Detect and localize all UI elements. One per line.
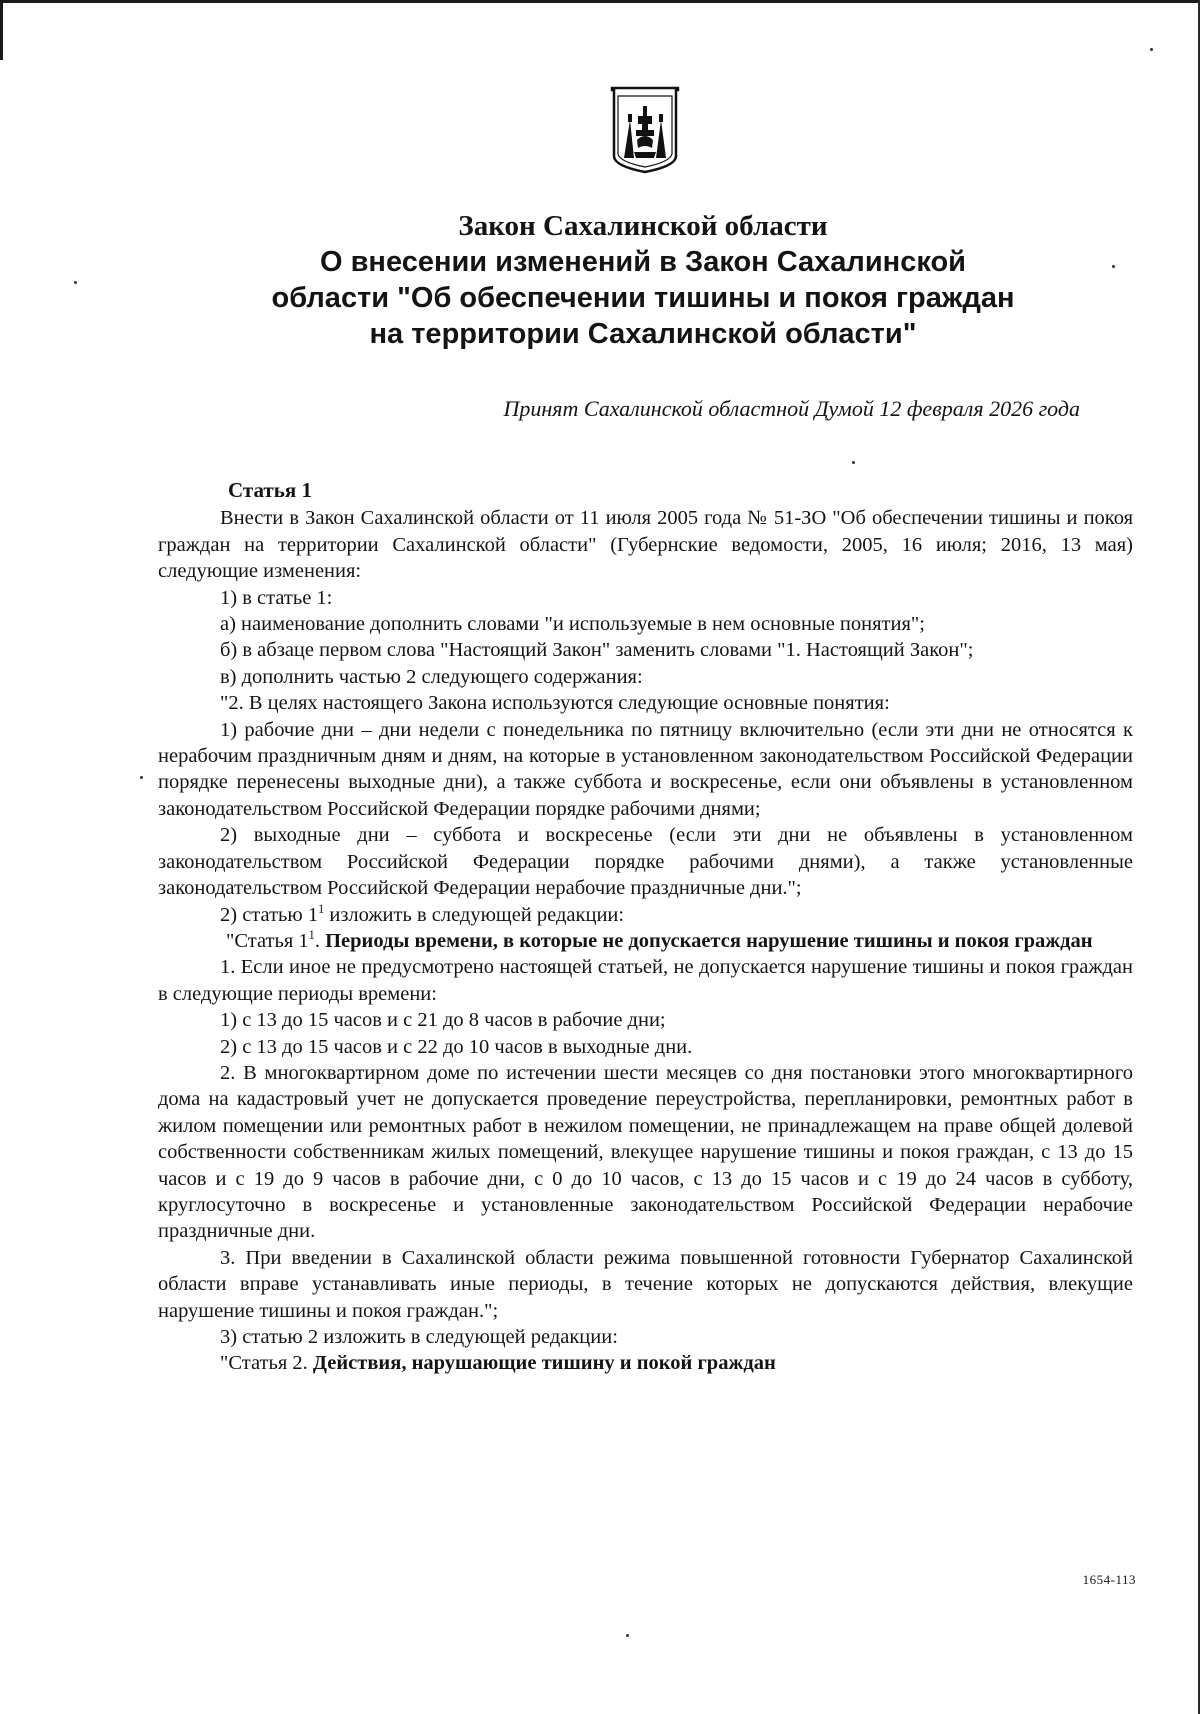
- title-line-3: области "Об обеспечении тишины и покоя граждан: [271, 282, 1015, 314]
- scan-edge-top: [0, 0, 1200, 3]
- article-1-1-title: Периоды времени, в которые не допускается нарушение тишины и покоя граждан: [325, 929, 1093, 952]
- paragraph-workdays: 1) рабочие дни – дни недели с понедельника по пятницу включительно (если эти дни не относятся к нерабочим праздничным дням и дням, на которые в установленном законодательством Российской Федерации порядке перенесены выходные дни), а также суббота и воскресенье, если они объявлены в установленном законодательством Российской Федерации порядке рабочими днями;: [158, 718, 1133, 820]
- scan-edge-left: [0, 0, 3, 60]
- item-2-text-end: изложить в следующей редакции:: [324, 903, 625, 926]
- article-2-title: Действия, нарушающие тишину и покой граждан: [312, 1352, 776, 1375]
- scan-speck: [74, 281, 77, 284]
- title-line-2: О внесении изменений в Закон Сахалинской: [319, 246, 966, 278]
- scan-speck: [626, 1634, 629, 1637]
- scan-speck: [852, 461, 855, 464]
- title-line-1: Закон Сахалинской области: [458, 210, 828, 242]
- article-2-heading: [158, 1350, 1133, 1376]
- paragraph-period-weekends: 2) с 13 до 15 часов и с 22 до 10 часов в выходные дни.: [220, 1035, 693, 1058]
- scan-speck: [140, 776, 143, 779]
- superscript: 1: [318, 901, 325, 916]
- article-2-label: "Статья 2.: [220, 1352, 313, 1375]
- paragraph-period-workdays: 1) с 13 до 15 часов и с 21 до 8 часов в рабочие дни;: [220, 1009, 666, 1032]
- item-2-text: 2) статью 1: [220, 903, 319, 926]
- document-title: [160, 208, 1126, 352]
- superscript: 1: [308, 928, 315, 943]
- sakhalin-coat-of-arms-icon: [604, 86, 686, 174]
- paragraph-item-2: [158, 902, 1133, 928]
- title-line-4: на территории Сахалинской области": [369, 318, 917, 350]
- paragraph-item-1b: б) в абзаце первом слова "Настоящий Закон" заменить словами "1. Настоящий Закон";: [220, 639, 974, 662]
- article-1-1-heading: [158, 928, 1133, 954]
- article-1-body: [158, 477, 1133, 1377]
- paragraph-intro: Внести в Закон Сахалинской области от 11 июля 2005 года № 51-ЗО "Об обеспечении тишины и покоя граждан на территории Сахалинской области" (Губернские ведомости, 2005, 16 июля; 2016, 13 мая) следующие изменения:: [158, 507, 1133, 583]
- paragraph-item-1a: а) наименование дополнить словами "и используемые в нем основные понятия";: [220, 613, 925, 636]
- scan-speck: [1150, 48, 1153, 51]
- paragraph-item-1: 1) в статье 1:: [220, 586, 333, 609]
- article-1-heading: Статья 1: [228, 478, 312, 502]
- paragraph-high-alert: 3. При введении в Сахалинской области режима повышенной готовности Губернатор Сахалинской области вправе устанавливать иные периоды, в течение которых не допускаются действия, влекущие нарушение тишины и покоя граждан.";: [158, 1246, 1133, 1322]
- paragraph-weekends: 2) выходные дни – суббота и воскресенье (если эти дни не объявлены в установленном законодательством Российской Федерации порядке рабочими днями), а также установленные законодательством Российской Федерации нерабочие праздничные дни.";: [158, 824, 1133, 900]
- document-code: 1654-113: [1082, 1572, 1136, 1587]
- article-1-1-dot: .: [314, 929, 326, 952]
- paragraph-item-1c: в) дополнить частью 2 следующего содержания:: [220, 665, 643, 688]
- paragraph-definitions-intro: "2. В целях настоящего Закона используются следующие основные понятия:: [220, 692, 890, 715]
- adoption-note: Принят Сахалинской областной Думой 12 февраля 2026 года: [503, 396, 1080, 421]
- paragraph-apartment-repairs: 2. В многоквартирном доме по истечении шести месяцев со дня постановки этого многоквартирного дома на кадастровый учет не допускается проведение переустройства, перепланировки, ремонтных работ в жилом помещении или ремонтных работ в нежилом помещении, не принадлежащем на праве общей долевой собственности собственникам жилых помещений, влекущее нарушение тишины и покоя граждан, с 13 до 15 часов и с 19 до 9 часов в рабочие дни, с 0 до 10 часов, с 13 до 15 часов и с 19 до 24 часов в субботу, круглосуточно в воскресенье и установленные законодательством Российской Федерации нерабочие праздничные дни.: [158, 1061, 1133, 1243]
- paragraph-periods-intro: 1. Если иное не предусмотрено настоящей статьей, не допускается нарушение тишины и покоя граждан в следующие периоды времени:: [158, 956, 1133, 1005]
- article-1-1-label: "Статья 1: [226, 929, 309, 952]
- scan-speck: [1112, 265, 1115, 268]
- paragraph-item-3: 3) статью 2 изложить в следующей редакции:: [220, 1326, 618, 1348]
